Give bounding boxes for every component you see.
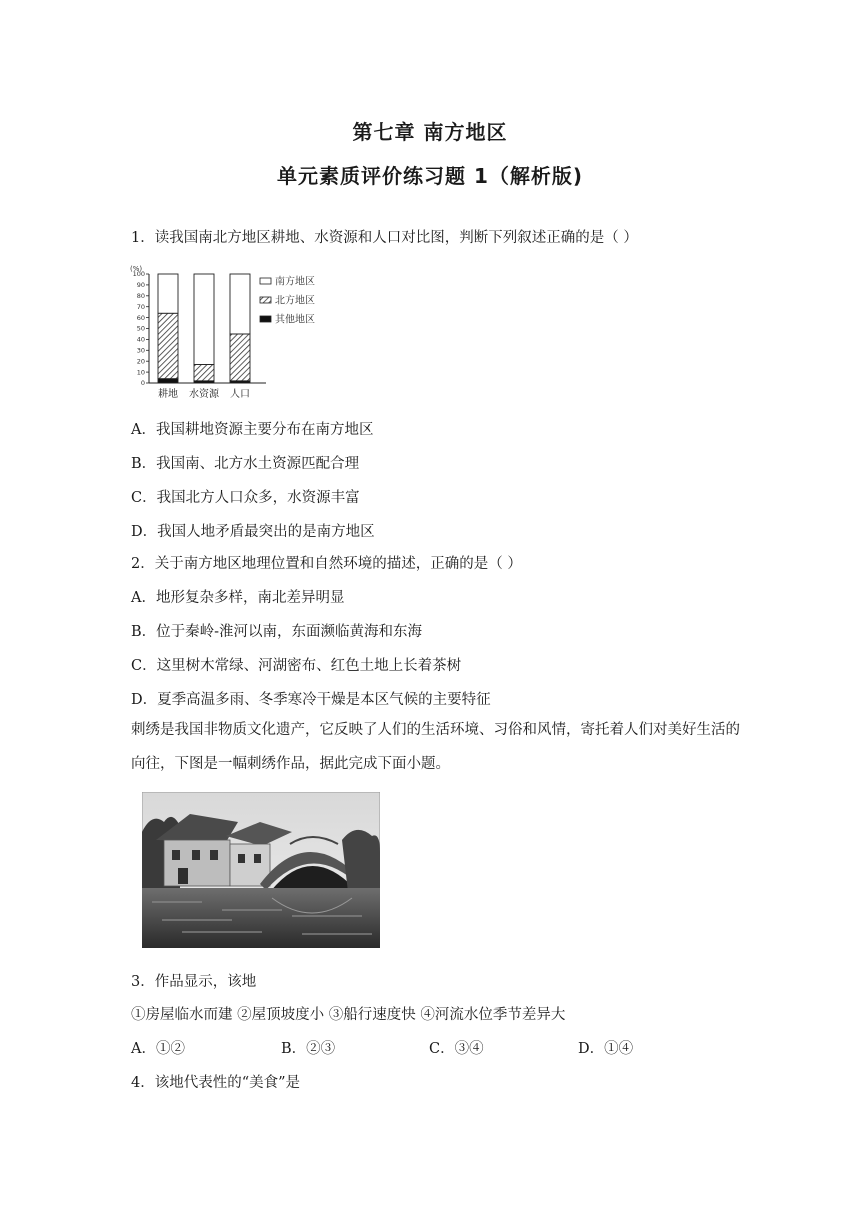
- x-category-label: 耕地: [158, 389, 178, 400]
- y-tick-label: 50: [136, 324, 145, 333]
- bar-segment-0-其他地区: [158, 379, 178, 383]
- question-3-stem: 3．作品显示，该地: [131, 974, 257, 990]
- q2-option-a[interactable]: A．地形复杂多样，南北差异明显: [131, 590, 345, 606]
- y-axis-unit: (%): [130, 265, 143, 273]
- legend-swatch: [260, 297, 271, 303]
- bar-segment-2-北方地区: [230, 334, 250, 381]
- x-category-label: 人口: [230, 389, 250, 400]
- x-category-label: 水资源: [189, 389, 219, 400]
- question-1-stem: 1．读我国南北方地区耕地、水资源和人口对比图，判断下列叙述正确的是（ ）: [131, 230, 638, 246]
- y-tick-label: 100: [132, 270, 145, 279]
- bar-segment-2-南方地区: [230, 274, 250, 334]
- bar-segment-1-北方地区: [194, 364, 214, 380]
- exercise-subtitle: 单元素质评价练习题 1（解析版): [276, 164, 584, 188]
- q3-option-d[interactable]: D．①④: [578, 1041, 634, 1057]
- q1-option-c[interactable]: C．我国北方人口众多，水资源丰富: [131, 490, 360, 506]
- legend-label: 其他地区: [275, 314, 315, 326]
- embroidery-passage: 刺绣是我国非物质文化遗产，它反映了人们的生活环境、习俗和风情，寄托着人们对美好生活的向往，下图是一幅刺绣作品，据此完成下面小题。: [131, 722, 740, 772]
- chapter-title: 第七章 南方地区: [352, 120, 508, 144]
- y-tick-label: 30: [136, 346, 145, 355]
- legend-label: 北方地区: [275, 295, 315, 307]
- y-tick-label: 90: [136, 281, 145, 290]
- y-tick-label: 80: [136, 292, 145, 300]
- q1-option-b[interactable]: B．我国南、北方水土资源匹配合理: [131, 456, 360, 472]
- q2-option-b[interactable]: B．位于秦岭-淮河以南，东面濒临黄海和东海: [131, 624, 423, 640]
- q3-option-b[interactable]: B．②③: [281, 1041, 336, 1057]
- y-tick-label: 40: [136, 335, 145, 344]
- y-tick-label: 60: [136, 313, 145, 322]
- q3-option-a[interactable]: A．①②: [131, 1041, 185, 1057]
- legend-swatch: [260, 316, 271, 322]
- q3-statements: ①房屋临水而建 ②屋顶坡度小 ③船行速度快 ④河流水位季节差异大: [131, 1007, 566, 1023]
- bar-segment-0-南方地区: [158, 274, 178, 313]
- q1-option-a[interactable]: A．我国耕地资源主要分布在南方地区: [131, 422, 374, 438]
- resource-comparison-chart: [128, 262, 342, 404]
- q2-option-c[interactable]: C．这里树木常绿、河湖密布、红色土地上长着茶树: [131, 658, 462, 674]
- legend-swatch: [260, 278, 271, 284]
- bar-segment-1-南方地区: [194, 274, 214, 364]
- legend-label: 南方地区: [275, 276, 315, 288]
- y-tick-label: 10: [136, 368, 145, 377]
- bar-segment-0-北方地区: [158, 313, 178, 378]
- q2-option-d[interactable]: D．夏季高温多雨、冬季寒冷干燥是本区气候的主要特征: [131, 692, 491, 708]
- embroidery-artwork-image: [142, 792, 380, 948]
- y-tick-label: 20: [136, 357, 145, 366]
- question-2-stem: 2．关于南方地区地理位置和自然环境的描述，正确的是（ ）: [131, 556, 522, 572]
- question-4-stem: 4．该地代表性的“美食”是: [131, 1075, 301, 1091]
- q1-option-d[interactable]: D．我国人地矛盾最突出的是南方地区: [131, 524, 375, 540]
- y-tick-label: 0: [140, 379, 145, 388]
- q3-option-c[interactable]: C．③④: [429, 1041, 484, 1057]
- y-tick-label: 70: [136, 302, 145, 311]
